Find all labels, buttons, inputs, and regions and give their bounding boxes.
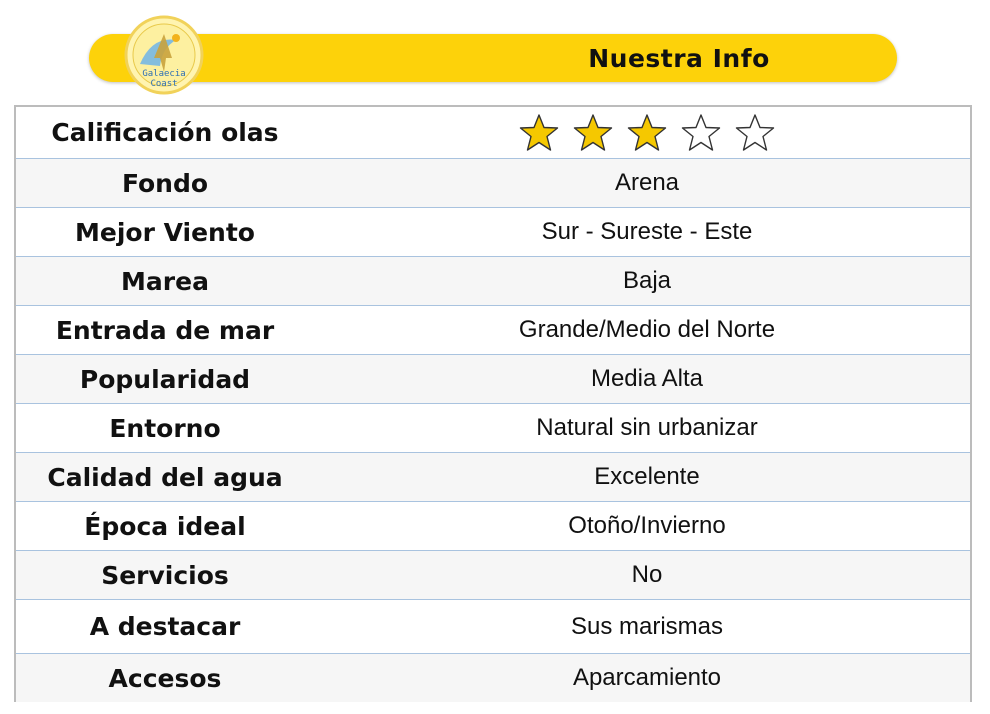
table-row xyxy=(16,306,970,355)
table-row xyxy=(16,355,970,404)
row-value: Aparcamiento xyxy=(572,664,722,691)
galaecia-coast-logo xyxy=(118,14,210,96)
star-filled-icon xyxy=(573,113,613,153)
row-value: No xyxy=(631,561,663,588)
table-row xyxy=(16,600,970,654)
star-filled-icon xyxy=(627,113,667,153)
row-label: Marea xyxy=(121,266,209,296)
row-label: Mejor Viento xyxy=(75,217,255,247)
row-value: Natural sin urbanizar xyxy=(536,414,758,441)
star-empty-icon xyxy=(681,113,721,153)
table-row xyxy=(16,654,970,702)
star-empty-icon xyxy=(735,113,775,153)
row-label: Calidad del agua xyxy=(47,462,283,492)
logo-text: Galaecia xyxy=(142,69,186,79)
table-row xyxy=(16,502,970,551)
row-value: Arena xyxy=(614,169,680,196)
row-label: Popularidad xyxy=(79,364,251,394)
table-row xyxy=(16,404,970,453)
row-value: Excelente xyxy=(594,463,700,490)
row-value: Otoño/Invierno xyxy=(568,512,726,539)
row-value: Sur - Sureste - Este xyxy=(541,218,753,245)
info-table xyxy=(14,105,972,702)
row-label: Entorno xyxy=(109,413,221,443)
star-filled-icon xyxy=(519,113,559,153)
row-label: Fondo xyxy=(121,168,209,198)
logo-text-2: Coast xyxy=(150,79,178,89)
star-rating xyxy=(519,113,775,153)
row-value: Media Alta xyxy=(590,365,704,392)
header-bar xyxy=(89,34,897,82)
table-row xyxy=(16,453,970,502)
table-row xyxy=(16,208,970,257)
row-label: Época ideal xyxy=(84,511,246,541)
row-label: A destacar xyxy=(89,612,241,641)
table-row xyxy=(16,159,970,208)
row-label: Calificación olas xyxy=(51,118,279,147)
row-label: Entrada de mar xyxy=(55,315,275,345)
row-label: Accesos xyxy=(108,663,222,693)
row-label: Servicios xyxy=(101,560,229,590)
table-row-rating xyxy=(16,107,970,159)
table-row xyxy=(16,551,970,600)
row-value: Baja xyxy=(622,267,672,294)
row-value: Grande/Medio del Norte xyxy=(518,316,776,343)
table-row xyxy=(16,257,970,306)
page-title: Nuestra Info xyxy=(588,44,770,73)
row-value: Sus marismas xyxy=(570,612,724,640)
